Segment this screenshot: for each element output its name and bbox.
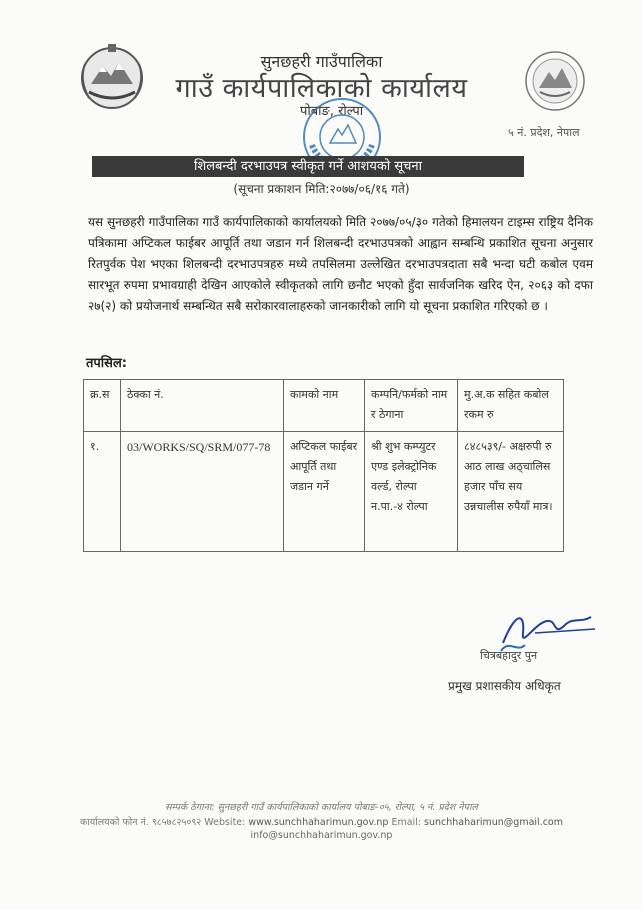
cell-amount: ८४८५३९/- अक्षरुपी रु आठ लाख अठ्चालिस हजार पाँच सय उन्नचालीस रुपैयाँ मात्र। [458, 432, 564, 552]
cell-sn: १. [84, 432, 121, 552]
table-row [84, 432, 564, 552]
municipality-name: सुनछहरी गाउँपालिका [260, 52, 383, 71]
cell-contract-no: 03/WORKS/SQ/SRM/077-78 [121, 432, 284, 552]
office-address: पोबाङ, रोल्पा [300, 104, 364, 119]
publication-date: (सूचना प्रकाशन मिति:२०७७/०६/१६ गते) [233, 182, 410, 196]
cell-company: श्री शुभ कम्प्युटर एण्ड इलेक्ट्रोनिक वर्ल्ड, रोल्पा न.पा.-४ रोल्पा [365, 432, 458, 552]
cell-work-name: अप्टिकल फाईबर आपूर्ति तथा जडान गर्ने [284, 432, 365, 552]
footer-website-link[interactable]: www.sunchhaharimun.gov.np [248, 817, 389, 828]
signatory-name: चित्रबहादुर पुन [480, 649, 538, 662]
col-header-work: कामको नाम [284, 380, 365, 432]
footer-email-link[interactable]: sunchhaharimun@gmail.com [424, 817, 564, 828]
col-header-amount: मु.अ.क सहित कबोल रकम रु [458, 380, 564, 432]
footer-contact-line [0, 815, 643, 828]
footer-email-label: Email: [391, 817, 422, 828]
footer-info-email[interactable]: info@sunchhaharimun.gov.np [250, 830, 393, 841]
signatory-title: प्रमुख प्रशासकीय अधिकृत [448, 679, 561, 693]
notice-banner: शिलबन्दी दरभाउपत्र स्वीकृत गर्ने आशयको सूचना [92, 156, 524, 177]
schedule-heading: तपसिल: [86, 356, 127, 371]
col-header-company: कम्पनि/फर्मको नाम र ठेगाना [365, 380, 458, 432]
table-header-row [84, 380, 564, 432]
footer-phone: कार्यालयको फोन नं. ९८५७८२५०९२ [79, 817, 202, 828]
footer-contact-address: सम्पर्क ठेगाना: सुनछहरी गाउँ कार्यपालिकाको कार्यालय पोबाङ-०५, रोल्पा, ५ नं. प्रदेश नेपाल [165, 802, 478, 813]
province-label: ५ नं. प्रदेश, नेपाल [508, 126, 580, 139]
col-header-contract: ठेक्का नं. [121, 380, 284, 432]
schedule-table [83, 379, 564, 552]
office-title: गाउँ कार्यपालिकाको कार्यालय [175, 73, 468, 104]
footer-website-label: Website: [204, 817, 246, 828]
col-header-sn: क्र.स [84, 380, 121, 432]
notice-body: यस सुनछहरी गाउँपालिका गाउँ कार्यपालिकाको कार्यालयको मिति २०७७/०५/३० गतेको हिमालयन टाइम्स राष्ट्रिय दैनिक पत्रिकामा अप्टिकल फाईबर आपूर्ति तथा जडान गर्न शिलबन्दी दरभाउपत्रको आह्वान सम्बन्धि प्रकाशित सूचना अनुसार रितपुर्वक पेश भएका शिलबन्दी दरभाउपत्रहरु मध्ये तपसिलमा उल्लेखित दरभाउपत्रदाता सबै भन्दा घटी कबोल एवम सारभूत रुपमा प्रभावग्राही देखिन आएकोले स्वीकृतको लागि छनौट भएको हुँदा सार्वजनिक खरिद ऐन, २०६३ को दफा २७(२) को प्रयोजनार्थ सम्बन्धित सबै सरोकारवालाहरुको जानकारीको लागि यो सूचना प्रकाशित गरिएको छ । [88, 215, 593, 313]
